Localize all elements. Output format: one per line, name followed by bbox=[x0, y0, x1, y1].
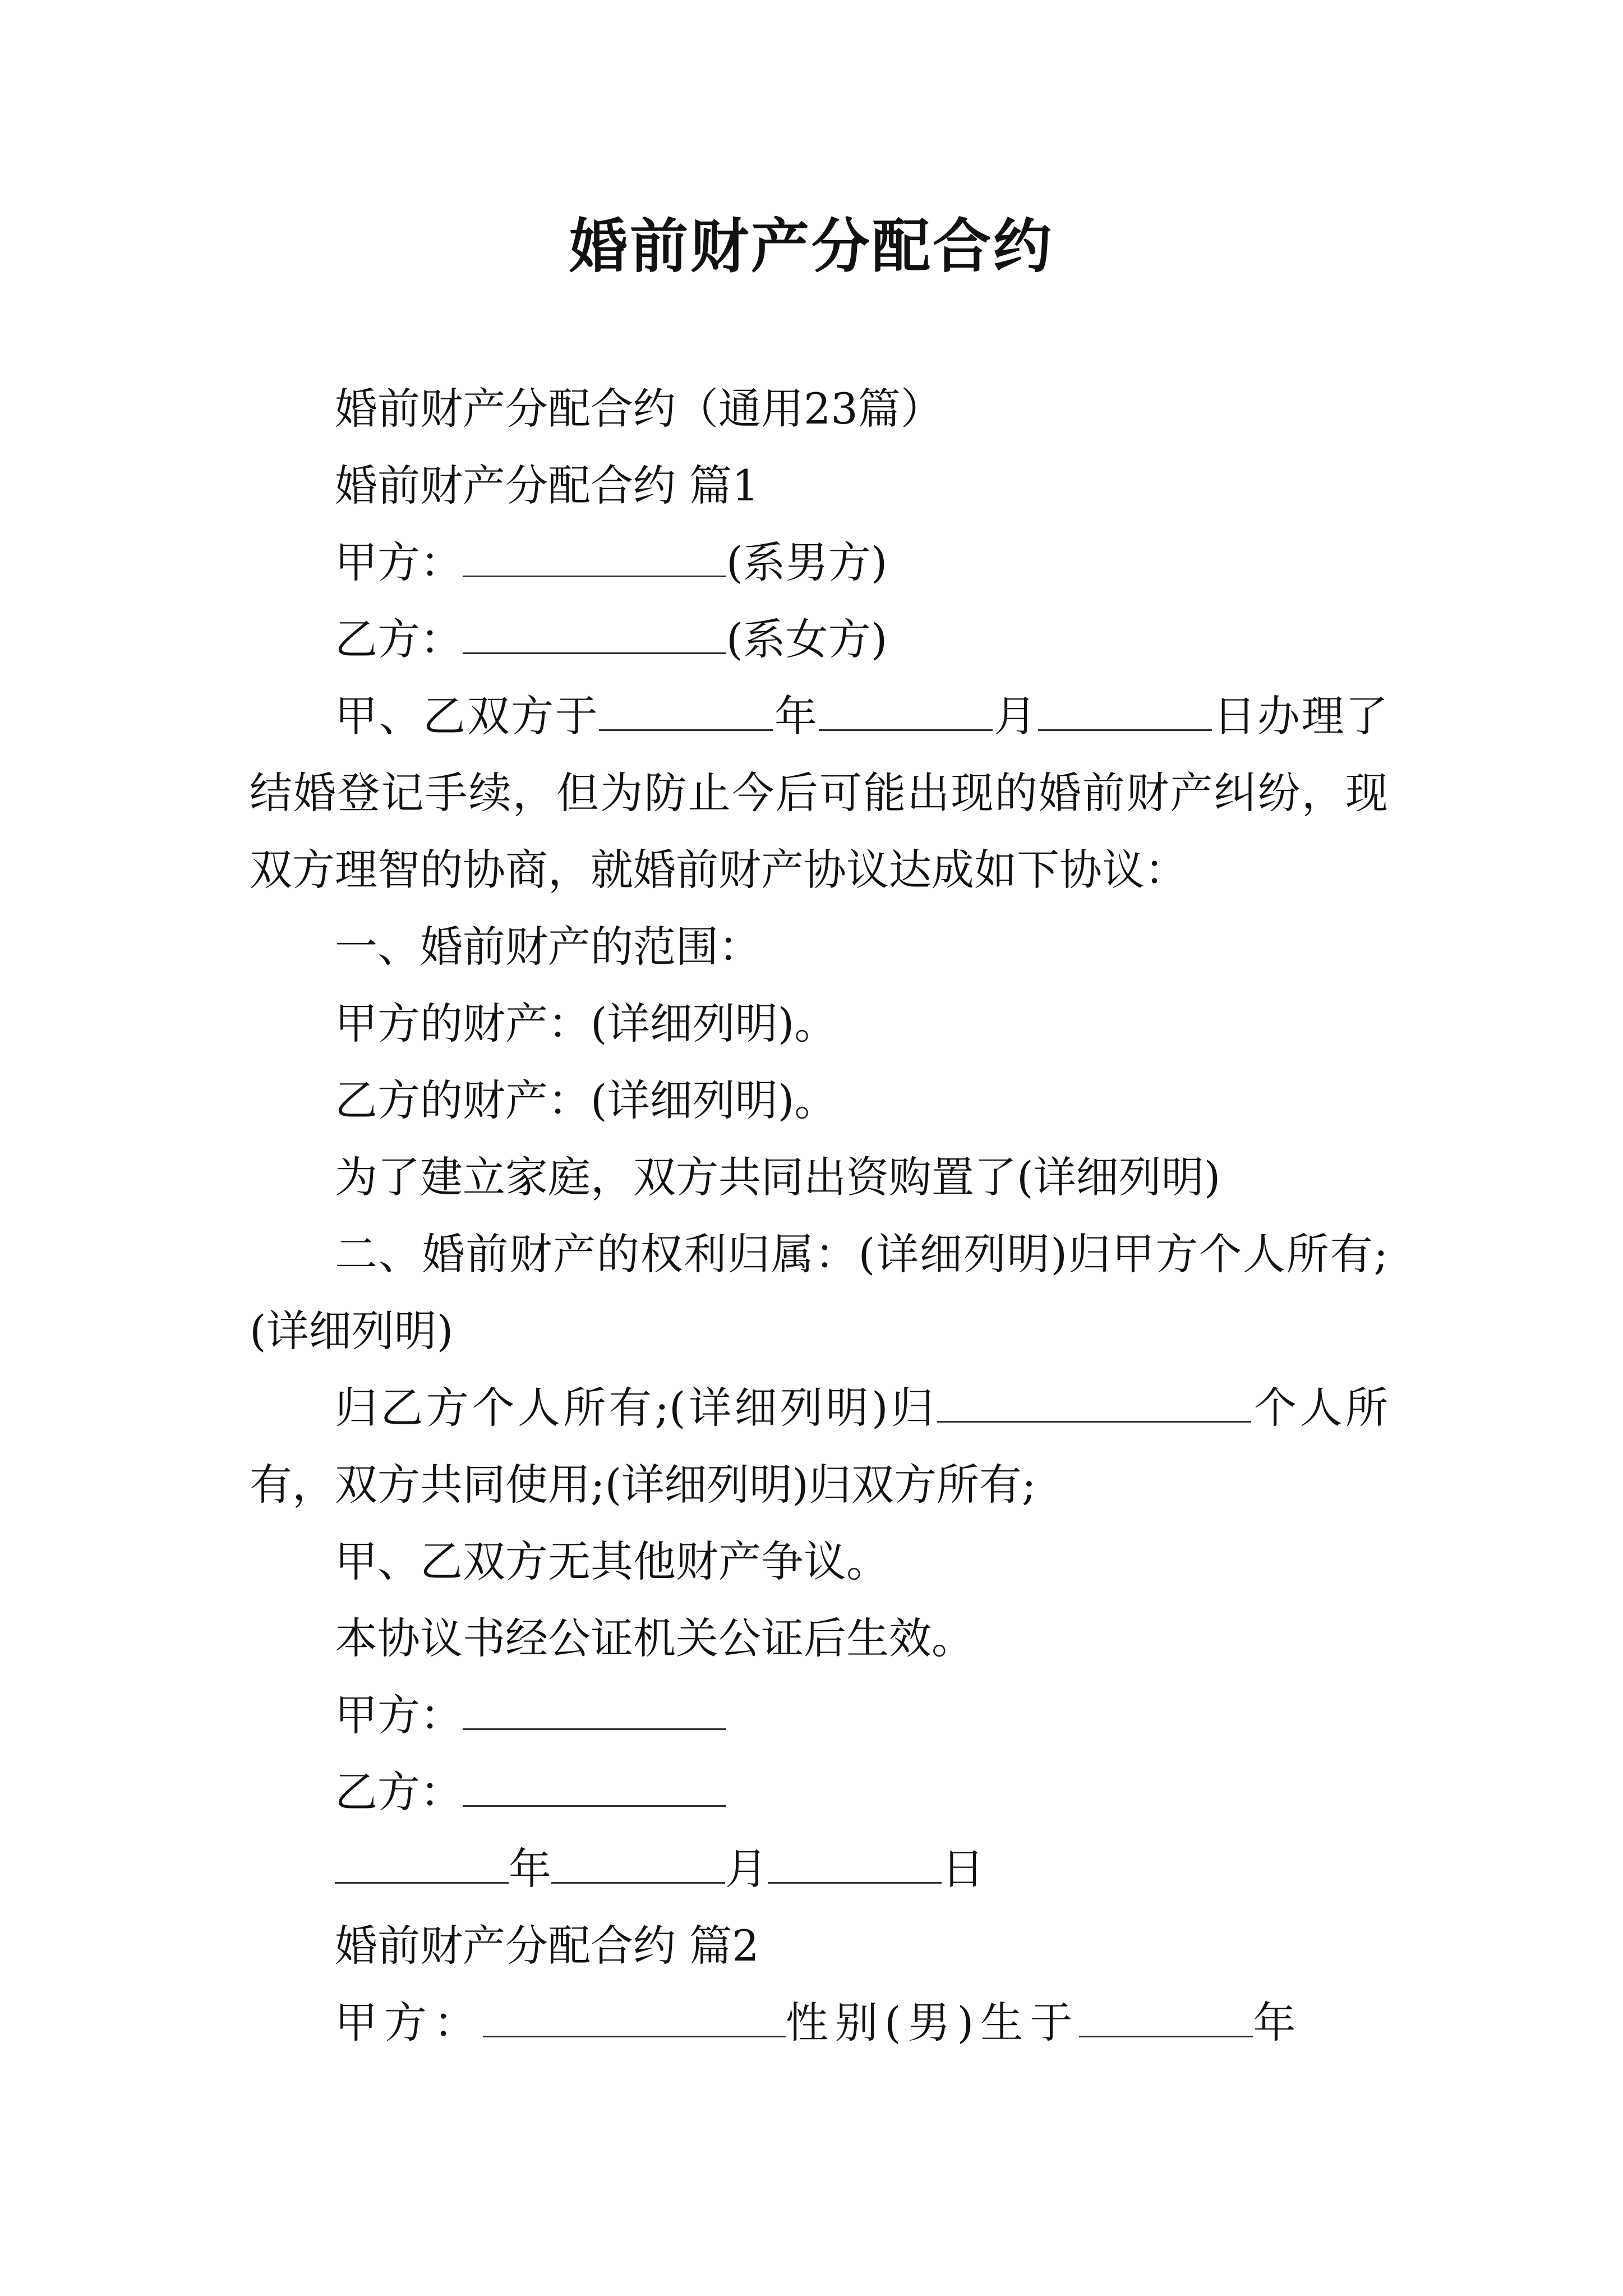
s2-party-a-line bbox=[250, 1984, 1388, 2061]
ownership-start: 归乙方个人所有;(详细列明)归 bbox=[335, 1383, 937, 1433]
sign-date-line bbox=[250, 1830, 1388, 1907]
year-label: 年 bbox=[773, 691, 819, 741]
party-a-note: (系男方) bbox=[726, 537, 888, 587]
document-body bbox=[250, 370, 1388, 2061]
s2-party-a-blank bbox=[483, 2001, 786, 2037]
s2-birth-year-blank bbox=[1079, 2001, 1253, 2037]
party-a-name-blank bbox=[463, 541, 726, 577]
party-a-line bbox=[250, 524, 1388, 601]
party-b-label: 乙方： bbox=[335, 614, 463, 664]
year-blank bbox=[599, 694, 773, 731]
section-heading-2: 婚前财产分配合约 篇2 bbox=[335, 1921, 759, 1971]
marriage-rest: 日办理了结婚登记手续，但为防止今后可能出现的婚前财产纠纷，现双方理智的协商，就婚前财产协议达成如下协议： bbox=[250, 691, 1389, 895]
party-b-note: (系女方) bbox=[726, 614, 888, 664]
document-title: 婚前财产分配合约 bbox=[569, 211, 1054, 280]
subtitle: 婚前财产分配合约（通用23篇） bbox=[335, 384, 943, 434]
sign-year-label: 年 bbox=[509, 1844, 551, 1894]
s2-year-label: 年 bbox=[1253, 1998, 1303, 2047]
sign-a-blank bbox=[463, 1694, 726, 1730]
ownership-rest: 个人所有，双方共同使用;(详细列明)归双方所有; bbox=[250, 1383, 1389, 1510]
party-b-line bbox=[250, 601, 1388, 678]
sign-a-label: 甲方： bbox=[335, 1690, 463, 1740]
sign-year-blank bbox=[335, 1847, 509, 1884]
party-b-property: 乙方的财产：(详细列明)。 bbox=[335, 1075, 837, 1125]
sign-day-blank bbox=[768, 1847, 942, 1884]
joint-purchase: 为了建立家庭，双方共同出资购置了(详细列明) bbox=[335, 1152, 1221, 1202]
marriage-paragraph bbox=[250, 678, 1388, 908]
month-label: 月 bbox=[992, 691, 1038, 741]
marriage-intro: 甲、乙双方于 bbox=[335, 691, 600, 741]
section-heading-1: 婚前财产分配合约 篇1 bbox=[335, 461, 759, 510]
party-a-label: 甲方： bbox=[335, 537, 463, 587]
sign-b-label: 乙方： bbox=[335, 1767, 463, 1817]
party-b-name-blank bbox=[463, 618, 726, 654]
owner-blank bbox=[937, 1386, 1251, 1423]
clause-1: 一、婚前财产的范围： bbox=[335, 922, 761, 972]
s2-gender-born: 性别(男)生于 bbox=[786, 1998, 1080, 2047]
sign-b-line bbox=[250, 1754, 1388, 1830]
sign-month-label: 月 bbox=[725, 1844, 768, 1894]
party-a-property: 甲方的财产：(详细列明)。 bbox=[335, 999, 837, 1048]
sign-b-blank bbox=[463, 1770, 726, 1807]
no-dispute: 甲、乙双方无其他财产争议。 bbox=[335, 1536, 889, 1586]
sign-day-label: 日 bbox=[942, 1844, 984, 1894]
month-blank bbox=[819, 694, 993, 731]
day-blank bbox=[1038, 694, 1212, 731]
sign-month-blank bbox=[551, 1847, 725, 1884]
notary-clause: 本协议书经公证机关公证后生效。 bbox=[335, 1613, 974, 1663]
ownership-paragraph bbox=[250, 1369, 1388, 1523]
s2-party-a-label: 甲方： bbox=[335, 1998, 483, 2047]
clause-2: 二、婚前财产的权利归属：(详细列明)归甲方个人所有;(详细列明) bbox=[250, 1229, 1388, 1356]
sign-a-line bbox=[250, 1677, 1388, 1754]
